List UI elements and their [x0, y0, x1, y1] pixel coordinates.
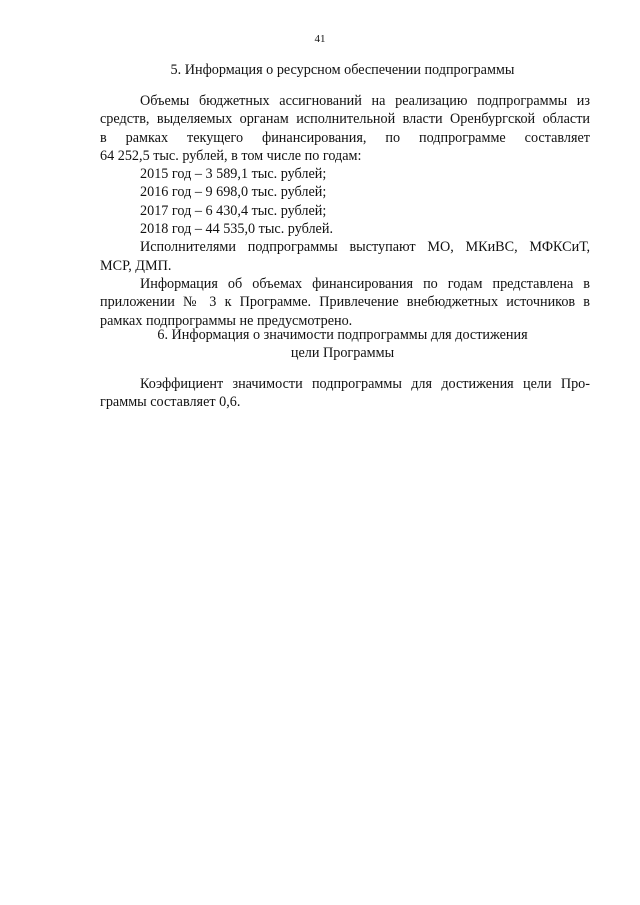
year-2016-line: 2016 год – 9 698,0 тыс. рублей; — [140, 184, 327, 201]
year-2018-line: 2018 год – 44 535,0 тыс. рублей. — [140, 221, 333, 238]
page-number: 41 — [314, 33, 326, 45]
section-5-line-1: Объемы бюджетных ассигнований на реализацию подпрограммы из — [140, 93, 590, 109]
section-6-heading-line-2: цели Программы — [290, 344, 395, 361]
section-6-line-2: граммы составляет 0,6. — [100, 394, 241, 411]
executors-line-2: МСР, ДМП. — [100, 257, 172, 274]
executors-line-1: Исполнителями подпрограммы выступают МО, МКиВС, МФКСиТ, — [140, 239, 590, 256]
section-5-line-2: средств, выделяемых органам исполнительной власти Оренбургской области — [100, 111, 590, 128]
section-6-heading-line-1: 6. Информация о значимости подпрограммы для достижения — [157, 327, 528, 343]
section-5-heading: 5. Информация о ресурсном обеспечении подпрограммы — [170, 62, 515, 78]
section-6-body — [100, 375, 590, 412]
section-5-body — [100, 92, 590, 330]
financing-info-line-2: приложении № 3 к Программе. Привлечение внебюджетных источников в — [100, 294, 590, 311]
section-5-line-4: 64 252,5 тыс. рублей, в том числе по годам: — [100, 147, 362, 164]
section-5-line-3: в рамках текущего финансирования, по подпрограмме составляет — [100, 129, 590, 146]
financing-info-line-1: Информация об объемах финансирования по годам представлена в — [140, 275, 590, 292]
year-2015-line: 2015 год – 3 589,1 тыс. рублей; — [140, 166, 327, 183]
section-6-heading — [100, 327, 585, 362]
section-6-line-1: Коэффициент значимости подпрограммы для достижения цели Про- — [140, 376, 590, 392]
financing-info-line-3: рамках подпрограммы не предусмотрено. — [100, 312, 353, 329]
year-2017-line: 2017 год – 6 430,4 тыс. рублей; — [140, 202, 327, 219]
